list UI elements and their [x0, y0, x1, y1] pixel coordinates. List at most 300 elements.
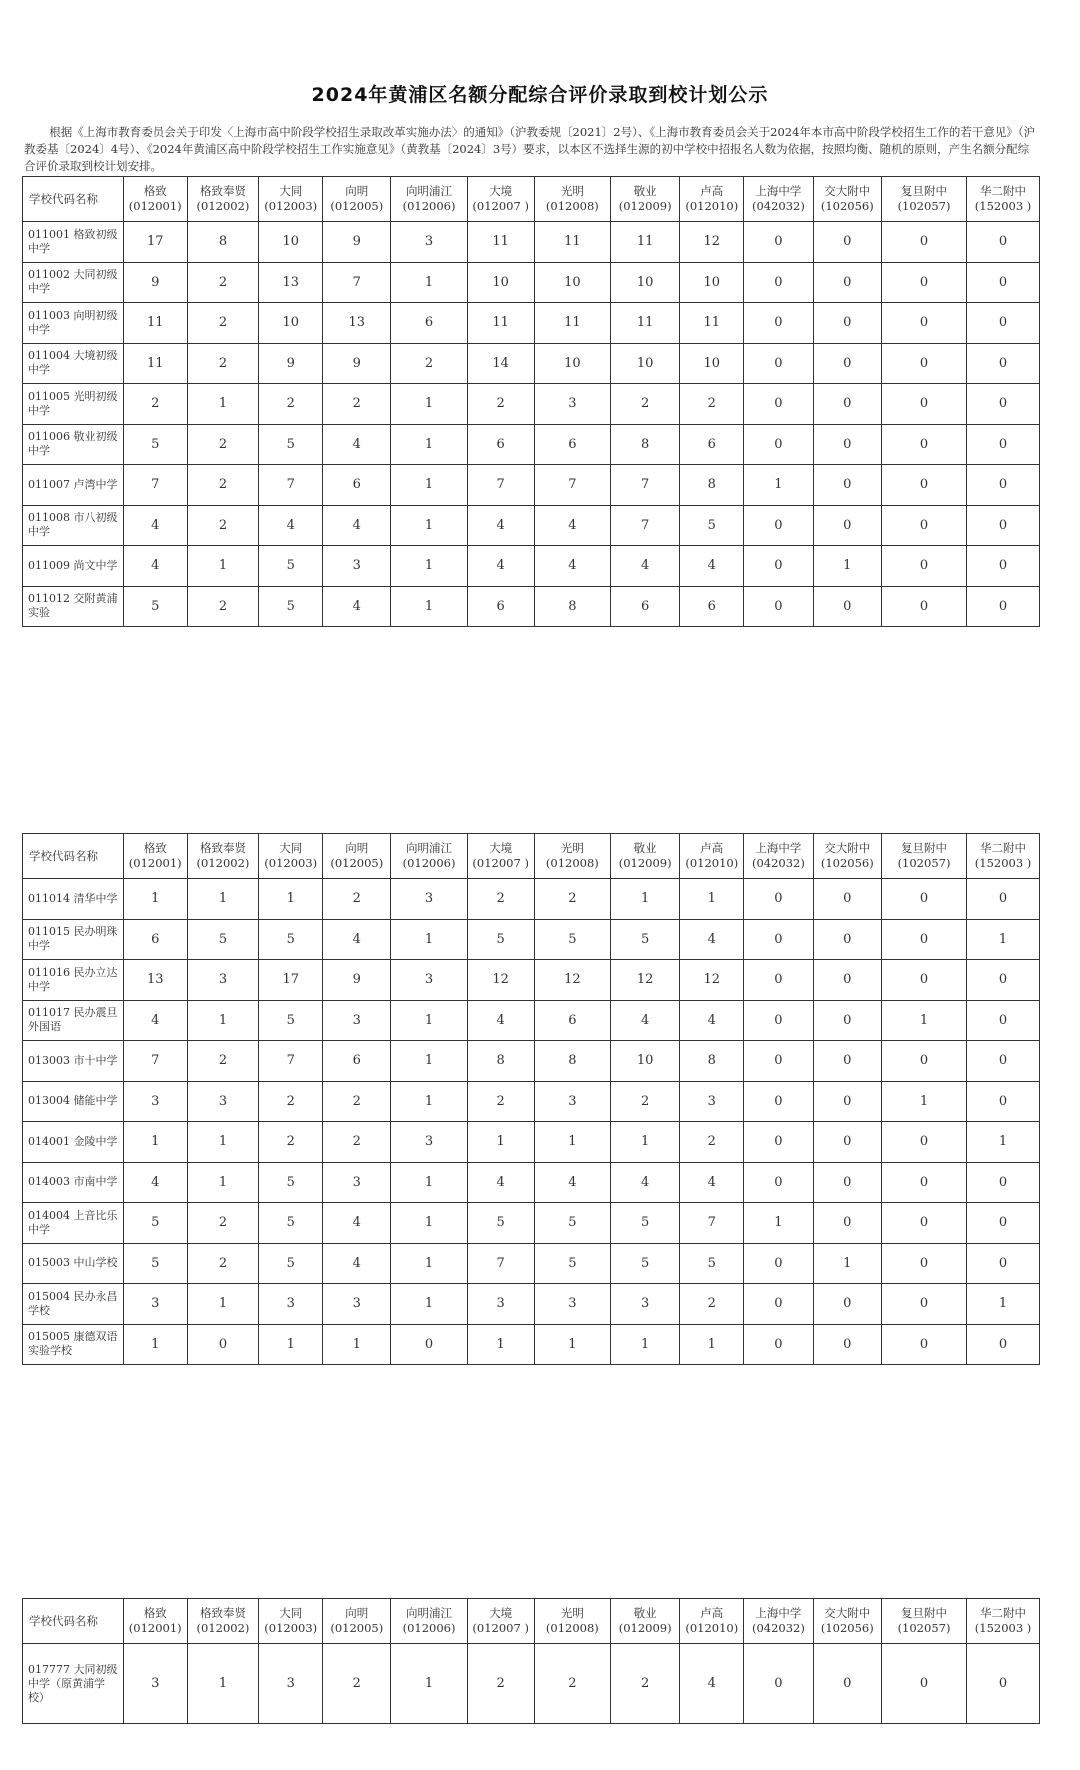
- quota-cell: 0: [881, 879, 966, 920]
- column-header-name: 卢高: [700, 841, 724, 855]
- school-name-cell: 011001 格致初级中学: [23, 222, 124, 263]
- quota-cell: 9: [123, 262, 187, 303]
- quota-cell: 0: [744, 1000, 813, 1041]
- column-header-name: 复旦附中: [901, 841, 947, 855]
- quota-cell: 0: [967, 505, 1040, 546]
- quota-cell: 11: [610, 303, 679, 344]
- school-name-cell: 011002 大同初级中学: [23, 262, 124, 303]
- column-header-code: (012005): [330, 1621, 384, 1635]
- column-header: [967, 1599, 1040, 1644]
- quota-cell: 3: [323, 1000, 391, 1041]
- table-row: [23, 262, 1040, 303]
- quota-cell: 2: [187, 1243, 259, 1284]
- column-header-code: (042032): [751, 856, 805, 870]
- column-header-code: (012005): [330, 199, 384, 213]
- column-header-code: (012002): [196, 199, 250, 213]
- quota-cell: 0: [744, 586, 813, 627]
- column-header-code: (012001): [128, 199, 182, 213]
- table-row: [23, 1644, 1040, 1724]
- quota-cell: 3: [187, 960, 259, 1001]
- column-header-code: (042032): [751, 199, 805, 213]
- quota-cell: 8: [680, 1041, 744, 1082]
- quota-cell: 3: [680, 1081, 744, 1122]
- column-header-code: (152003 ): [974, 1621, 1032, 1635]
- quota-cell: 0: [744, 1041, 813, 1082]
- column-header-name: 敬业: [633, 184, 657, 198]
- column-header-name: 大境: [489, 184, 513, 198]
- quota-cell: 12: [610, 960, 679, 1001]
- quota-cell: 1: [391, 1081, 467, 1122]
- quota-cell: 1: [123, 1122, 187, 1163]
- quota-cell: 7: [123, 1041, 187, 1082]
- column-header: [123, 834, 187, 879]
- column-header: [813, 834, 881, 879]
- column-header-code: (012006): [402, 199, 456, 213]
- column-header: [744, 834, 813, 879]
- quota-cell: 6: [467, 424, 534, 465]
- quota-cell: 17: [123, 222, 187, 263]
- quota-cell: 0: [744, 505, 813, 546]
- quota-cell: 1: [187, 1162, 259, 1203]
- quota-cell: 6: [680, 424, 744, 465]
- quota-cell: 5: [259, 424, 323, 465]
- quota-cell: 5: [259, 546, 323, 587]
- quota-cell: 0: [881, 1284, 966, 1325]
- quota-cell: 1: [391, 1000, 467, 1041]
- quota-cell: 0: [187, 1324, 259, 1365]
- quota-cell: 8: [187, 222, 259, 263]
- school-name-cell: 017777 大同初级中学（原黄浦学校）: [23, 1644, 124, 1724]
- quota-cell: 1: [467, 1324, 534, 1365]
- column-header-name: 上海中学: [755, 841, 802, 855]
- column-header-name: 复旦附中: [901, 1606, 947, 1620]
- column-header-name: 格致: [143, 841, 167, 855]
- quota-cell: 2: [323, 1644, 391, 1724]
- quota-cell: 13: [259, 262, 323, 303]
- quota-cell: 0: [881, 919, 966, 960]
- quota-cell: 2: [467, 1081, 534, 1122]
- column-header: [187, 1599, 259, 1644]
- column-header-code: (012003): [264, 1621, 318, 1635]
- quota-cell: 4: [680, 1644, 744, 1724]
- quota-cell: 7: [680, 1203, 744, 1244]
- column-header-code: (152003 ): [974, 856, 1032, 870]
- school-name-cell: 011003 向明初级中学: [23, 303, 124, 344]
- quota-cell: 13: [123, 960, 187, 1001]
- quota-cell: 0: [967, 222, 1040, 263]
- quota-cell: 11: [123, 303, 187, 344]
- quota-cell: 4: [123, 1162, 187, 1203]
- quota-cell: 1: [187, 546, 259, 587]
- quota-cell: 5: [123, 586, 187, 627]
- school-name-cell: 011004 大境初级中学: [23, 343, 124, 384]
- quota-cell: 1: [187, 1644, 259, 1724]
- quota-cell: 2: [323, 1081, 391, 1122]
- quota-cell: 1: [680, 879, 744, 920]
- quota-cell: 11: [610, 222, 679, 263]
- quota-cell: 4: [323, 424, 391, 465]
- quota-cell: 8: [680, 465, 744, 506]
- quota-cell: 2: [534, 1644, 610, 1724]
- column-header: [610, 834, 679, 879]
- column-header-code: (102057): [897, 856, 951, 870]
- quota-cell: 0: [813, 303, 881, 344]
- quota-cell: 4: [467, 1000, 534, 1041]
- column-header-name: 格致奉贤: [199, 1606, 246, 1620]
- quota-cell: 1: [467, 1122, 534, 1163]
- table-row: [23, 960, 1040, 1001]
- column-header: [259, 834, 323, 879]
- quota-cell: 1: [259, 879, 323, 920]
- quota-cell: 1: [259, 1324, 323, 1365]
- column-header: [680, 177, 744, 222]
- column-header-name: 大境: [489, 841, 513, 855]
- column-header-name: 格致: [143, 184, 167, 198]
- table-row: [23, 222, 1040, 263]
- quota-cell: 1: [534, 1324, 610, 1365]
- column-header-name: 向明: [345, 841, 369, 855]
- quota-cell: 3: [391, 879, 467, 920]
- quota-cell: 5: [680, 1243, 744, 1284]
- quota-cell: 1: [967, 1284, 1040, 1325]
- school-name-cell: 011017 民办震旦外国语: [23, 1000, 124, 1041]
- header-school-code-name: 学校代码名称: [23, 834, 124, 879]
- quota-cell: 0: [881, 1041, 966, 1082]
- quota-cell: 3: [187, 1081, 259, 1122]
- quota-cell: 0: [967, 586, 1040, 627]
- table-row: [23, 586, 1040, 627]
- column-header: [467, 1599, 534, 1644]
- column-header-name: 向明浦江: [406, 841, 453, 855]
- column-header-name: 格致奉贤: [199, 841, 246, 855]
- column-header-name: 敬业: [633, 841, 657, 855]
- column-header: [680, 1599, 744, 1644]
- column-header-code: (012010): [685, 199, 739, 213]
- quota-cell: 3: [610, 1284, 679, 1325]
- column-header: [187, 177, 259, 222]
- column-header-name: 交大附中: [824, 841, 871, 855]
- column-header-name: 复旦附中: [901, 184, 947, 198]
- quota-cell: 1: [391, 1644, 467, 1724]
- table-row: [23, 1324, 1040, 1365]
- quota-cell: 0: [744, 960, 813, 1001]
- column-header-code: (012008): [545, 856, 599, 870]
- quota-cell: 0: [813, 919, 881, 960]
- column-header: [881, 834, 966, 879]
- allocation-table-1: [22, 176, 1040, 627]
- quota-cell: 1: [610, 879, 679, 920]
- school-name-cell: 011005 光明初级中学: [23, 384, 124, 425]
- quota-cell: 1: [744, 465, 813, 506]
- column-header-name: 敬业: [633, 1606, 657, 1620]
- column-header: [881, 1599, 966, 1644]
- quota-cell: 1: [967, 1122, 1040, 1163]
- quota-cell: 8: [534, 586, 610, 627]
- quota-cell: 0: [813, 222, 881, 263]
- table-header-row: [23, 177, 1040, 222]
- quota-cell: 2: [187, 586, 259, 627]
- school-name-cell: 011006 敬业初级中学: [23, 424, 124, 465]
- quota-cell: 5: [259, 1000, 323, 1041]
- quota-cell: 2: [391, 343, 467, 384]
- quota-cell: 3: [391, 1122, 467, 1163]
- quota-cell: 2: [187, 505, 259, 546]
- school-name-cell: 011007 卢湾中学: [23, 465, 124, 506]
- quota-cell: 0: [813, 384, 881, 425]
- quota-cell: 1: [391, 1041, 467, 1082]
- quota-cell: 2: [680, 384, 744, 425]
- column-header-name: 格致奉贤: [199, 184, 246, 198]
- quota-cell: 10: [610, 262, 679, 303]
- quota-cell: 12: [467, 960, 534, 1001]
- column-header: [123, 177, 187, 222]
- column-header: [813, 1599, 881, 1644]
- school-name-cell: 011008 市八初级中学: [23, 505, 124, 546]
- quota-cell: 5: [123, 1203, 187, 1244]
- quota-cell: 2: [323, 879, 391, 920]
- quota-cell: 5: [467, 919, 534, 960]
- quota-cell: 7: [610, 505, 679, 546]
- quota-cell: 4: [680, 546, 744, 587]
- school-name-cell: 015005 康德双语实验学校: [23, 1324, 124, 1365]
- column-header-name: 大同: [279, 184, 303, 198]
- column-header-name: 上海中学: [755, 184, 802, 198]
- quota-cell: 11: [467, 303, 534, 344]
- quota-cell: 0: [967, 1324, 1040, 1365]
- quota-cell: 0: [744, 1122, 813, 1163]
- quota-cell: 3: [259, 1284, 323, 1325]
- quota-cell: 1: [391, 384, 467, 425]
- quota-cell: 5: [534, 1203, 610, 1244]
- quota-cell: 9: [259, 343, 323, 384]
- quota-cell: 0: [967, 1644, 1040, 1724]
- column-header-code: (012001): [128, 856, 182, 870]
- allocation-table-3: [22, 1598, 1040, 1724]
- quota-cell: 11: [534, 303, 610, 344]
- quota-cell: 12: [680, 222, 744, 263]
- column-header: [391, 177, 467, 222]
- quota-cell: 0: [967, 303, 1040, 344]
- quota-cell: 6: [534, 1000, 610, 1041]
- quota-cell: 0: [881, 1644, 966, 1724]
- quota-cell: 1: [881, 1081, 966, 1122]
- column-header-code: (012005): [330, 856, 384, 870]
- quota-cell: 1: [187, 1284, 259, 1325]
- column-header: [610, 177, 679, 222]
- quota-cell: 1: [391, 546, 467, 587]
- quota-cell: 3: [534, 1284, 610, 1325]
- table-header-row: [23, 834, 1040, 879]
- quota-cell: 4: [680, 919, 744, 960]
- quota-cell: 0: [813, 960, 881, 1001]
- quota-cell: 3: [123, 1081, 187, 1122]
- quota-cell: 12: [680, 960, 744, 1001]
- column-header-name: 交大附中: [824, 1606, 871, 1620]
- quota-cell: 10: [610, 1041, 679, 1082]
- column-header: [467, 177, 534, 222]
- quota-cell: 0: [881, 303, 966, 344]
- column-header-code: (012007 ): [472, 1621, 529, 1635]
- table-header-row: [23, 1599, 1040, 1644]
- quota-cell: 2: [187, 465, 259, 506]
- quota-cell: 1: [323, 1324, 391, 1365]
- quota-cell: 0: [881, 424, 966, 465]
- quota-cell: 1: [391, 1162, 467, 1203]
- header-school-code-name: 学校代码名称: [23, 1599, 124, 1644]
- quota-cell: 10: [259, 303, 323, 344]
- column-header: [259, 177, 323, 222]
- quota-cell: 2: [610, 1081, 679, 1122]
- quota-cell: 9: [323, 222, 391, 263]
- quota-cell: 4: [534, 505, 610, 546]
- quota-cell: 5: [259, 1243, 323, 1284]
- quota-cell: 5: [610, 1243, 679, 1284]
- quota-cell: 0: [813, 1284, 881, 1325]
- column-header: [680, 834, 744, 879]
- quota-cell: 7: [467, 1243, 534, 1284]
- quota-cell: 0: [881, 343, 966, 384]
- school-name-cell: 015004 民办永昌学校: [23, 1284, 124, 1325]
- column-header-code: (012006): [402, 1621, 456, 1635]
- quota-cell: 10: [467, 262, 534, 303]
- quota-cell: 2: [123, 384, 187, 425]
- quota-cell: 1: [680, 1324, 744, 1365]
- quota-cell: 0: [881, 546, 966, 587]
- column-header: [534, 1599, 610, 1644]
- column-header-name: 华二附中: [980, 841, 1027, 855]
- quota-cell: 1: [967, 919, 1040, 960]
- quota-cell: 0: [967, 1243, 1040, 1284]
- quota-cell: 5: [680, 505, 744, 546]
- column-header-code: (102057): [897, 199, 951, 213]
- quota-cell: 2: [187, 1041, 259, 1082]
- quota-cell: 0: [744, 546, 813, 587]
- column-header: [187, 834, 259, 879]
- quota-cell: 1: [391, 424, 467, 465]
- quota-cell: 3: [467, 1284, 534, 1325]
- quota-cell: 0: [744, 222, 813, 263]
- quota-cell: 10: [680, 262, 744, 303]
- quota-cell: 1: [744, 1203, 813, 1244]
- quota-cell: 0: [967, 384, 1040, 425]
- quota-cell: 13: [323, 303, 391, 344]
- quota-cell: 0: [881, 1203, 966, 1244]
- quota-cell: 0: [967, 1081, 1040, 1122]
- column-header: [744, 177, 813, 222]
- quota-cell: 0: [967, 1000, 1040, 1041]
- quota-cell: 4: [680, 1000, 744, 1041]
- quota-cell: 0: [967, 262, 1040, 303]
- quota-cell: 2: [187, 424, 259, 465]
- quota-cell: 1: [391, 262, 467, 303]
- quota-cell: 10: [610, 343, 679, 384]
- quota-cell: 4: [534, 1162, 610, 1203]
- quota-cell: 0: [813, 343, 881, 384]
- quota-cell: 8: [610, 424, 679, 465]
- quota-cell: 0: [391, 1324, 467, 1365]
- page-title: 2024年黄浦区名额分配综合评价录取到校计划公示: [311, 84, 769, 106]
- quota-cell: 11: [680, 303, 744, 344]
- quota-cell: 0: [967, 546, 1040, 587]
- column-header-name: 大境: [489, 1606, 513, 1620]
- quota-cell: 7: [467, 465, 534, 506]
- quota-cell: 0: [744, 424, 813, 465]
- column-header-name: 光明: [560, 184, 584, 198]
- table-row: [23, 343, 1040, 384]
- quota-cell: 3: [259, 1644, 323, 1724]
- column-header: [323, 834, 391, 879]
- quota-cell: 6: [323, 465, 391, 506]
- column-header: [534, 177, 610, 222]
- column-header: [813, 177, 881, 222]
- table-row: [23, 303, 1040, 344]
- quota-cell: 0: [744, 1324, 813, 1365]
- quota-cell: 7: [123, 465, 187, 506]
- quota-cell: 0: [813, 586, 881, 627]
- table-row: [23, 1041, 1040, 1082]
- quota-cell: 0: [813, 1644, 881, 1724]
- school-name-cell: 015003 中山学校: [23, 1243, 124, 1284]
- column-header: [259, 1599, 323, 1644]
- quota-cell: 6: [680, 586, 744, 627]
- quota-cell: 3: [391, 222, 467, 263]
- column-header: [744, 1599, 813, 1644]
- school-name-cell: 011009 尚文中学: [23, 546, 124, 587]
- quota-cell: 4: [610, 1000, 679, 1041]
- table-row: [23, 1162, 1040, 1203]
- quota-cell: 2: [323, 1122, 391, 1163]
- quota-cell: 0: [813, 1162, 881, 1203]
- quota-cell: 7: [259, 465, 323, 506]
- quota-cell: 11: [467, 222, 534, 263]
- quota-cell: 9: [323, 343, 391, 384]
- quota-cell: 4: [323, 1203, 391, 1244]
- quota-cell: 0: [967, 960, 1040, 1001]
- quota-cell: 4: [467, 1162, 534, 1203]
- quota-cell: 0: [967, 879, 1040, 920]
- column-header: [323, 177, 391, 222]
- header-school-code-name: 学校代码名称: [23, 177, 124, 222]
- quota-cell: 8: [467, 1041, 534, 1082]
- quota-cell: 3: [323, 1284, 391, 1325]
- table-row: [23, 1081, 1040, 1122]
- quota-cell: 2: [259, 1122, 323, 1163]
- quota-cell: 0: [967, 1162, 1040, 1203]
- quota-cell: 0: [967, 424, 1040, 465]
- quota-cell: 1: [391, 1203, 467, 1244]
- quota-cell: 0: [813, 465, 881, 506]
- table-row: [23, 1122, 1040, 1163]
- quota-cell: 4: [467, 546, 534, 587]
- column-header-code: (012001): [128, 1621, 182, 1635]
- quota-cell: 4: [259, 505, 323, 546]
- quota-cell: 0: [813, 1000, 881, 1041]
- allocation-table-2: [22, 833, 1040, 1365]
- quota-cell: 11: [534, 222, 610, 263]
- school-name-cell: 014001 金陵中学: [23, 1122, 124, 1163]
- quota-cell: 0: [744, 262, 813, 303]
- quota-cell: 2: [323, 384, 391, 425]
- quota-cell: 0: [881, 1122, 966, 1163]
- quota-cell: 10: [259, 222, 323, 263]
- quota-cell: 5: [259, 1162, 323, 1203]
- intro-paragraph: 根据《上海市教育委员会关于印发〈上海市高中阶段学校招生录取改革实施办法〉的通知》（沪教委规〔2021〕2号）、《上海市教育委员会关于2024年本市高中阶段学校招生工作的若干意见》（沪教委基〔2024〕4号）、《2024年黄浦区高中阶段学校招生工作实施意见》（黄教基〔2024〕3号）要求，以本区不选择生源的初中学校中招报名人数为依据，按照均衡、随机的原则，产生名额分配综合评价录取到校计划安排。: [24, 125, 1036, 173]
- quota-cell: 3: [123, 1644, 187, 1724]
- quota-cell: 3: [123, 1284, 187, 1325]
- quota-cell: 1: [610, 1324, 679, 1365]
- quota-cell: 5: [259, 586, 323, 627]
- quota-cell: 5: [467, 1203, 534, 1244]
